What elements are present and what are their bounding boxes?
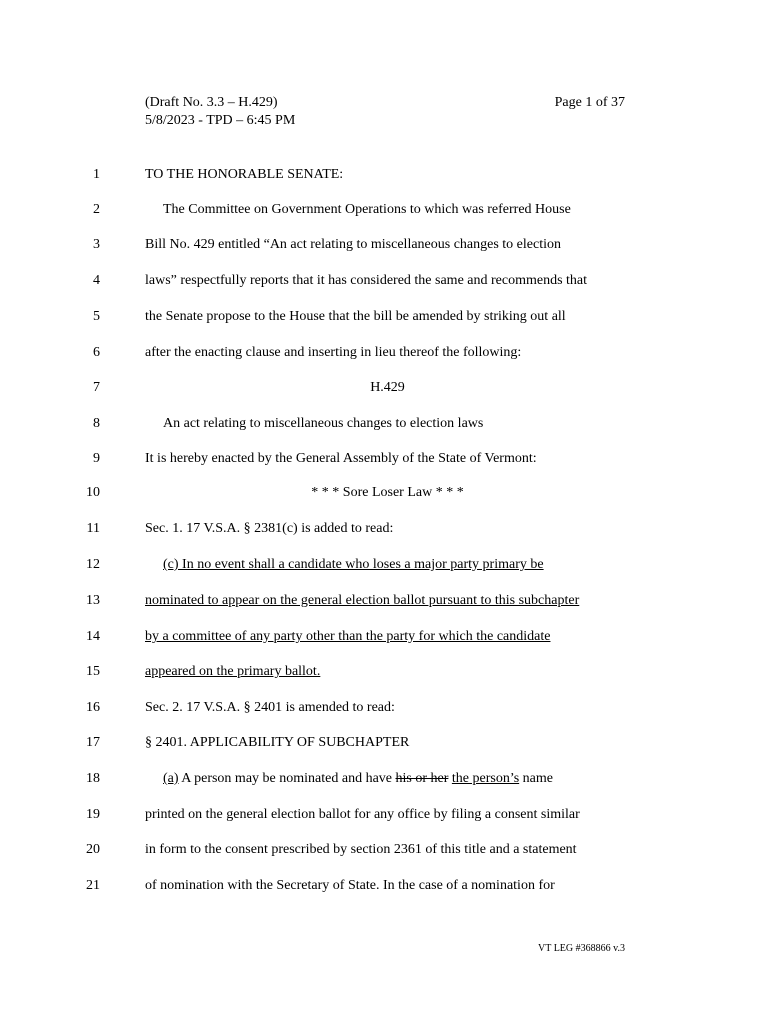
line-15 xyxy=(0,662,770,682)
draft-date: 5/8/2023 - TPD – 6:45 PM xyxy=(145,113,296,128)
line-number: 18 xyxy=(86,771,100,786)
line-text: An act relating to miscellaneous changes to election laws xyxy=(163,416,484,431)
draft-label: (Draft No. 3.3 – H.429) xyxy=(145,95,278,110)
line-number: 17 xyxy=(86,735,100,750)
line-text: printed on the general election ballot for any office by filing a consent similar xyxy=(145,807,580,822)
line-text: Sec. 1. 17 V.S.A. § 2381(c) is added to read: xyxy=(145,521,394,536)
line-text-inserted: nominated to appear on the general election ballot pursuant to this subchapter xyxy=(145,593,580,608)
line-4 xyxy=(0,271,770,291)
line-text: The Committee on Government Operations to which was referred House xyxy=(163,202,571,217)
line-number: 2 xyxy=(93,202,100,217)
line-20 xyxy=(0,840,770,860)
line-10 xyxy=(0,483,770,503)
line-2 xyxy=(0,200,770,220)
line-text: It is hereby enacted by the General Assembly of the State of Vermont: xyxy=(145,451,537,466)
line-number: 3 xyxy=(93,237,100,252)
line-7 xyxy=(0,378,770,398)
line-number: 16 xyxy=(86,700,100,715)
line-number: 19 xyxy=(86,807,100,822)
line-text: after the enacting clause and inserting in lieu thereof the following: xyxy=(145,345,522,360)
line-number: 8 xyxy=(93,416,100,431)
line-text: TO THE HONORABLE SENATE: xyxy=(145,167,344,182)
struck-text: his or her xyxy=(395,771,449,786)
line-9 xyxy=(0,449,770,469)
line-number: 5 xyxy=(93,309,100,324)
line-number: 12 xyxy=(86,557,100,572)
line-number: 21 xyxy=(86,878,100,893)
line-12 xyxy=(0,555,770,575)
line-6 xyxy=(0,343,770,363)
line-text: Sec. 2. 17 V.S.A. § 2401 is amended to read: xyxy=(145,700,395,715)
line-13 xyxy=(0,591,770,611)
line-number: 11 xyxy=(86,521,100,536)
text-run: name xyxy=(519,771,553,786)
page-number: Page 1 of 37 xyxy=(554,95,625,110)
line-16 xyxy=(0,698,770,718)
line-text: § 2401. APPLICABILITY OF SUBCHAPTER xyxy=(145,735,410,750)
line-number: 6 xyxy=(93,345,100,360)
line-3 xyxy=(0,235,770,255)
line-21 xyxy=(0,876,770,896)
inserted-text: (a) xyxy=(163,771,179,786)
line-text: in form to the consent prescribed by section 2361 of this title and a statement xyxy=(145,842,577,857)
line-text: the Senate propose to the House that the bill be amended by striking out all xyxy=(145,309,566,324)
line-1 xyxy=(0,165,770,185)
line-number: 20 xyxy=(86,842,100,857)
line-text xyxy=(145,769,648,789)
line-number: 1 xyxy=(93,167,100,182)
line-text-inserted: by a committee of any party other than the party for which the candidate xyxy=(145,629,551,644)
line-18 xyxy=(0,769,770,789)
line-text: of nomination with the Secretary of State. In the case of a nomination for xyxy=(145,878,555,893)
line-17 xyxy=(0,733,770,753)
section-heading: * * * Sore Loser Law * * * xyxy=(311,485,464,500)
line-11 xyxy=(0,519,770,539)
line-text-inserted: (c) In no event shall a candidate who loses a major party primary be xyxy=(163,557,544,572)
document-footer: VT LEG #368866 v.3 xyxy=(538,943,625,954)
line-text: Bill No. 429 entitled “An act relating to miscellaneous changes to election xyxy=(145,237,561,252)
line-number: 10 xyxy=(86,485,100,500)
bill-title: H.429 xyxy=(370,380,405,395)
line-14 xyxy=(0,627,770,647)
line-text: laws” respectfully reports that it has considered the same and recommends that xyxy=(145,273,588,288)
line-19 xyxy=(0,805,770,825)
text-run: A person may be nominated and have xyxy=(178,771,396,786)
line-8 xyxy=(0,414,770,434)
line-5 xyxy=(0,307,770,327)
line-number: 4 xyxy=(93,273,100,288)
line-number: 13 xyxy=(86,593,100,608)
line-number: 14 xyxy=(86,629,100,644)
line-number: 7 xyxy=(93,380,100,395)
line-text-inserted: appeared on the primary ballot. xyxy=(145,664,321,679)
inserted-text: the person’s xyxy=(451,771,520,786)
line-number: 15 xyxy=(86,664,100,679)
line-number: 9 xyxy=(93,451,100,466)
